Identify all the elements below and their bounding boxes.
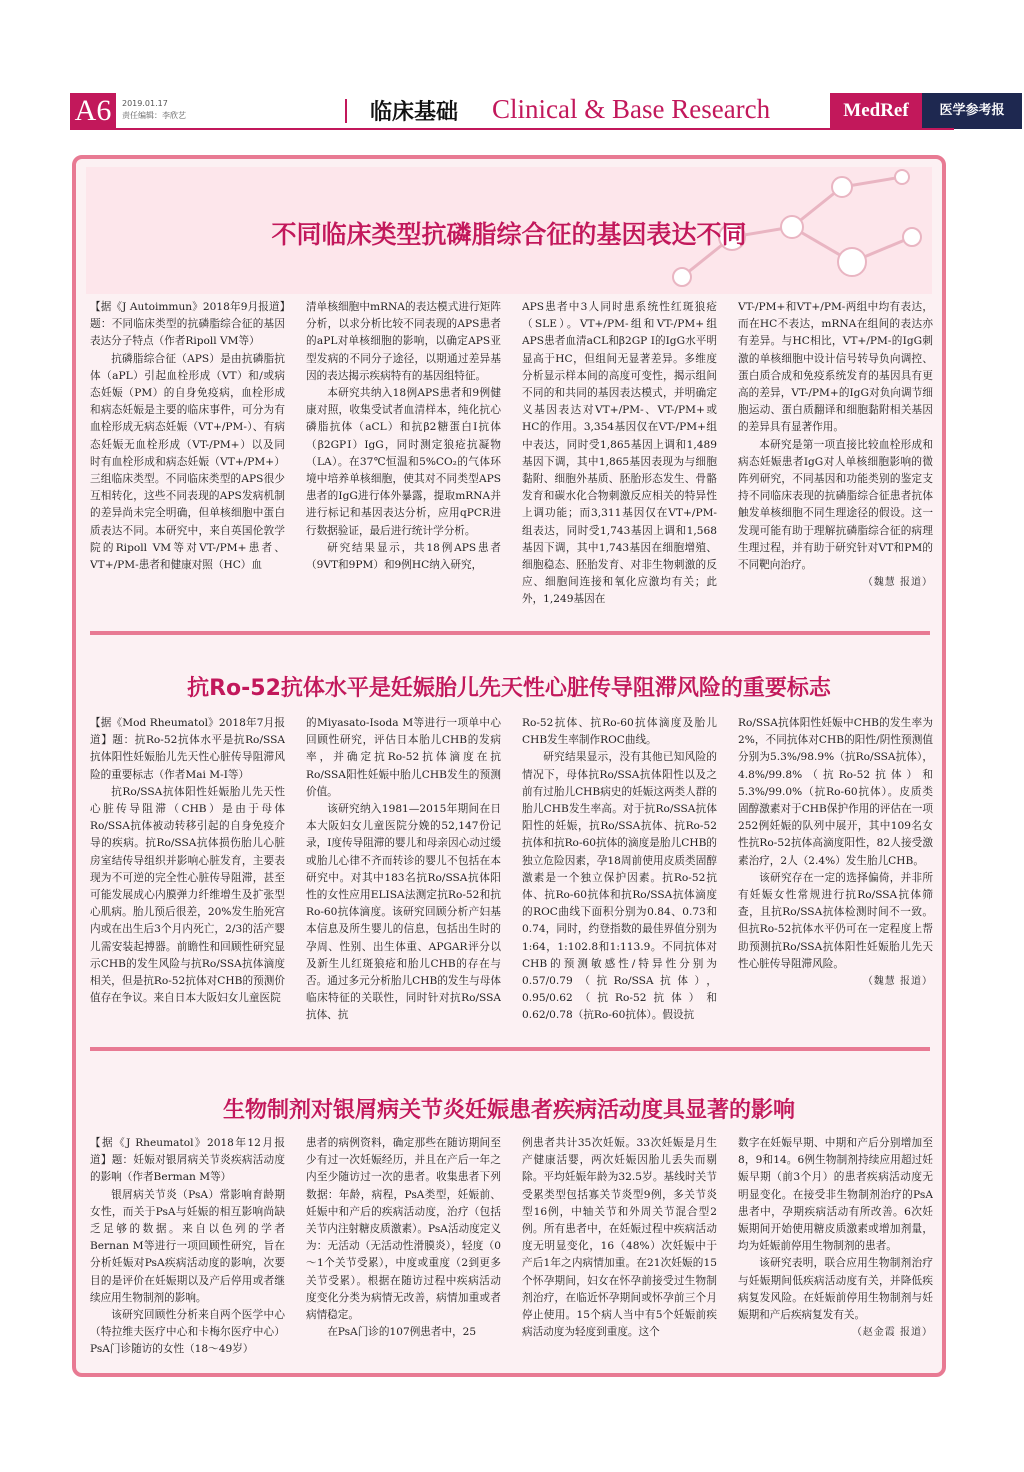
paragraph: 患者的病例资料，确定那些在随访期间至少有过一次妊娠经历，并且在产后一年之内至少随访过一次的患者。收集患者下列数据：年龄，病程，PsA类型，妊娠前、妊娠中和产后的疾病活动度，治疗（包括关节内注射糖皮质激素）。PsA活动度定义为：无活动（无活动性滑膜炎），轻度（0～1个关节受累），中度或重度（2到更多关节受累）。根据在随访过程中疾病活动度变化分类为病情无改善，病情加重或者病情稳定。 — [306, 1137, 501, 1322]
article-3-body — [90, 1135, 933, 1367]
header-rule — [70, 128, 954, 130]
paragraph: 数字在妊娠早期、中期和产后分别增加至8，9和14。6例生物制剂持续应用超过妊娠早期（前3个月）的患者疾病活动度无明显变化。在接受非生物制剂治疗的PsA患者中，孕期疾病活动有所改善。6次妊娠期间开始使用糖皮质激素或增加剂量，均为妊娠前停用生物制剂的患者。 — [738, 1137, 933, 1253]
paragraph: 抗Ro/SSA抗体阳性妊娠胎儿先天性心脏传导阻滞（CHB）是由于母体Ro/SSA抗体被动转移引起的自身免疫介导的疾病。抗Ro/SSA抗体损伤胎儿心脏房室结传导组织并影响心脏发育，主要表现为不可逆的完全性心脏传导阻滞，甚至可能发展成心内膜弹力纤维增生及扩张型心肌病。胎儿预后很差，20%发生胎死宫内或在出生后3个月内死亡，2/3的活产婴儿需安装起搏器。前瞻性和回顾性研究显示CHB的发生风险与抗Ro/SSA抗体滴度相关，但是抗Ro-52抗体对CHB的预测价值存在争议。来自日本大阪妇女儿童医院 — [90, 785, 285, 1005]
paragraph: 该研究回顾性分析来自两个医学中心（特拉维夫医疗中心和卡梅尔医疗中心）PsA门诊随访的女性（18～49岁） — [90, 1309, 285, 1356]
brand-logo-en: MedRef — [830, 93, 922, 129]
paragraph: 在PsA门诊的107例患者中，25 — [327, 1326, 477, 1339]
article-2-column-4 — [738, 715, 933, 1037]
issue-date: 2019.01.17 — [122, 99, 168, 108]
paragraph: APS患者中3人同时患系统性红斑狼疮（SLE）。VT+/PM-组和VT-/PM+组APS患者血清aCL和β2GP Ⅰ的IgG水平明显高于HC，但组间无显著差异。多维度分析显示样本间的高度可变性，揭示组间不同的和共同的基因表达模式，并明确定义基因表达对VT+/PM-、VT-/PM+或HC的作用。3,354基因仅在VT-/PM+组中表达，同时受1,865基因上调和1,489基因下调，其中1,865基因表现为与细胞黏附、细胞外基质、胚胎形态发生、骨骼发育和碳水化合物刺激反应相关的特异性上调功能；而3,311基因仅在VT+/PM-组表达，同时受1,743基因上调和1,568基因下调，其中1,743基因在细胞增殖、细胞稳态、胚胎发育、对非生物刺激的反应、细胞间连接和氧化应激均有关；此外，1,249基因在 — [522, 301, 717, 606]
paragraph: VT-/PM+和VT+/PM-两组中均有表达，而在HC不表达，mRNA在组间的表达亦有差异。与HC相比，VT+/PM-的IgG刺激的单核细胞中设计信号转导负向调控、蛋白质合成和免疫系统发育的基因具有更高的差异，VT-/PM+的IgG对负向调节细胞运动、蛋白质翻译和细胞黏附相关基因的差异具有显著作用。 — [738, 301, 933, 434]
paragraph: 的Miyasato-Isoda M等进行一项单中心回顾性研究，评估日本胎儿CHB的发病率，并确定抗Ro-52抗体滴度在抗Ro/SSA阳性妊娠中胎儿CHB发生的预测价值。 — [306, 717, 501, 798]
article-2-column-3 — [522, 715, 717, 1037]
title-band — [86, 167, 932, 294]
article-3-column-2 — [306, 1135, 501, 1367]
article-2-column-2 — [306, 715, 501, 1037]
paragraph: 银屑病关节炎（PsA）常影响育龄期女性，而关于PsA与妊娠的相互影响尚缺乏足够的数据。来自以色列的学者Bernan M等进行一项回顾性研究，旨在分析妊娠对PsA疾病活动度的影响，次要目的是评价在妊娠期以及产后停用或者继续应用生物制剂的影响。 — [90, 1188, 285, 1304]
paragraph: 本研究是第一项直接比较血栓形成和病态妊娠患者IgG对人单核细胞影响的微阵列研究，不同基因和功能类别的鉴定支持不同临床表现的抗磷脂综合征患者抗体触发单核细胞不同生理途径的假设。这一发现可能有助于理解抗磷脂综合征的病理生理过程，并有助于研究针对VT和PM的不同靶向治疗。 — [738, 438, 933, 572]
paragraph: 该研究存在一定的选择偏倚，并非所有妊娠女性常规进行抗Ro/SSA抗体筛查，且抗Ro/SSA抗体检测时间不一致。但抗Ro-52抗体水平仍可在一定程度上帮助预测抗Ro/SSA抗体阳性妊娠胎儿先天性心脏传导阻滞风险。 — [738, 871, 933, 970]
paragraph: 清单核细胞中mRNA的表达模式进行矩阵分析，以求分析比较不同表现的APS患者的aPL对单核细胞的影响，以确定APS亚型发病的不同分子途径，以期通过差异基因的表达揭示疾病特有的基因组特征。 — [306, 301, 501, 382]
article-3-source: 【据《J Rheumatol》2018年12月报道】题：妊娠对银屑病关节炎疾病活动度的影响（作者Berman M等） — [90, 1137, 285, 1184]
paragraph: 研究结果显示，共18例APS患者（9VT和9PM）和9例HC纳入研究， — [306, 541, 501, 572]
article-3-title: 生物制剂对银屑病关节炎妊娠患者疾病活动度具显著的影响 — [222, 1098, 795, 1123]
article-2-source: 【据《Mod Rheumatol》2018年7月报道】题：抗Ro-52抗体水平是抗Ro/SSA抗体阳性妊娠胎儿先天性心脏传导阻滞风险的重要标志（作者Mai M-I等） — [90, 717, 285, 781]
paragraph: 本研究共纳入18例APS患者和9例健康对照，收集受试者血清样本，纯化抗心磷脂抗体（aCL）和抗β2糖蛋白Ⅰ抗体（β2GPⅠ）IgG，同时测定狼疮抗凝物（LA）。在37℃恒温和5%CO₂的气体环境中培养单核细胞，使其对不同类型APS患者的IgG进行体外暴露，提取mRNA并进行标记和基因表达分析，应用qPCR进行数据验证，最后进行统计学分析。 — [306, 387, 501, 537]
article-divider — [90, 631, 930, 635]
article-1-column-3 — [522, 299, 717, 632]
paragraph: 该研究纳入1981—2015年期间在日本大阪妇女儿童医院分娩的52,147份记录，Ⅰ度传导阻滞的婴儿和母亲因心动过缓或胎儿心律不齐而转诊的婴儿不包括在本研究中。对其中183名抗Ro/SSA抗体阳性的女性应用ELISA法测定抗Ro-52和抗Ro-60抗体滴度。该研究回顾分析产妇基本信息及所生婴儿的信息，包括出生时的孕周、性别、出生体重、APGAR评分以及新生儿红斑狼疮和胎儿CHB的存在与否。通过多元分析胎儿CHB的发生与母体临床特征的关联性，同时针对抗Ro/SSA抗体、抗 — [306, 803, 501, 1022]
article-1-column-2 — [306, 299, 501, 632]
header-meta — [122, 98, 186, 122]
article-1-column-4 — [738, 299, 933, 632]
editor-credit: 责任编辑：李欣艺 — [122, 111, 186, 120]
article-2-byline: （魏慧 报道） — [862, 976, 933, 988]
article-3-column-3 — [522, 1135, 717, 1367]
article-2-column-1 — [90, 715, 285, 1037]
section-title-cn: 临床基础 — [370, 100, 459, 125]
section-title-en: Clinical & Base Research — [492, 94, 771, 124]
paragraph: 例患者共计35次妊娠。33次妊娠是月生产健康活婴，两次妊娠因胎儿丢失而剔除。平均妊娠年龄为32.5岁。基线时关节受累类型包括寡关节炎型9例，多关节炎型16例，中轴关节和外周关节混合型2例。所有患者中，在妊娠过程中疾病活动度无明显变化，16（48%）次妊娠中于产后1年之内病情加重。在21次妊娠的15个怀孕期间，妇女在怀孕前接受过生物制剂治疗，在临近怀孕期间或怀孕前三个月停止使用。15个病人当中有5个妊娠前疾病活动度为轻度到重度。这个 — [522, 1137, 717, 1339]
article-1-column-1 — [90, 299, 285, 632]
header-separator — [345, 99, 347, 123]
page-number: A6 — [70, 93, 116, 129]
article-1-body — [90, 299, 933, 632]
article-1-title: 不同临床类型抗磷脂综合征的基因表达不同 — [271, 220, 747, 249]
article-1-byline: （魏慧 报道） — [862, 577, 933, 589]
article-divider — [90, 1047, 930, 1051]
article-3-column-4 — [738, 1135, 933, 1367]
article-2-title: 抗Ro-52抗体水平是妊娠胎儿先天性心脏传导阻滞风险的重要标志 — [187, 676, 831, 701]
article-3-byline: （赵金霞 报道） — [851, 1327, 933, 1339]
article-1-source: 【据《J Autoimmun》2018年9月报道】题：不同临床类型的抗磷脂综合征的基因表达分子特点（作者Ripoll VM等） — [90, 301, 285, 348]
paragraph: Ro-52抗体、抗Ro-60抗体滴度及胎儿CHB发生率制作ROC曲线。 — [522, 717, 717, 747]
article-3-column-1 — [90, 1135, 285, 1367]
page-header — [70, 93, 1005, 129]
paragraph: Ro/SSA抗体阳性妊娠中CHB的发生率为2%，不同抗体对CHB的阳性/阴性预测值分别为5.3%/98.9%（抗Ro/SSA抗体），4.8%/99.8%（抗Ro-52抗体）和5.3%/99.0%（抗Ro-60抗体）。皮质类固醇激素对于CHB保护作用的评估在一项252例妊娠的队列中展开，其中109名女性抗Ro-52抗体高滴度阳性，82人接受激素治疗，2人（2.4%）发生胎儿CHB。 — [738, 717, 933, 867]
paragraph: 该研究表明，联合应用生物制剂治疗与妊娠期间低疾病活动度有关，并降低疾病复发风险。在妊娠前停用生物制剂与妊娠期和产后疾病复发有关。 — [738, 1257, 933, 1322]
brand-logo-cn: 医学参考报 — [922, 93, 1022, 129]
paragraph: 研究结果显示，没有其他已知风险的情况下，母体抗Ro/SSA抗体阳性以及之前有过胎儿CHB病史的妊娠这两类人群的胎儿CHB发生率高。对于抗Ro/SSA抗体阳性的妊娠，抗Ro/SSA抗体、抗Ro-52抗体和抗Ro-60抗体的滴度是胎儿CHB的独立危险因素，孕18周前使用皮质类固醇激素是一个独立保护因素。抗Ro-52抗体、抗Ro-60抗体和抗Ro/SSA抗体滴度的ROC曲线下面积分别为0.84、0.73和0.74，同时，约登指数的最佳界值分别为1:64，1:102.8和1:113.9。不同抗体对CHB的预测敏感性/特异性分别为0.57/0.79（抗Ro/SSA抗体），0.95/0.62（抗Ro-52抗体）和0.62/0.78（抗Ro-60抗体）。假设抗 — [522, 751, 717, 1022]
paragraph: 抗磷脂综合征（APS）是由抗磷脂抗体（aPL）引起血栓形成（VT）和/或病态妊娠（PM）的自身免疫病，血栓形成和病态妊娠是主要的临床事件，可分为有血栓形成无病态妊娠（VT+/PM-）、有病态妊娠无血栓形成（VT-/PM+）以及同时有血栓形成和病态妊娠（VT+/PM+）三组临床类型。不同临床类型的APS很少互相转化，这些不同表现的APS发病机制的差异尚未完全明确，但单核细胞中蛋白质表达不同。本研究中，来自英国伦敦学院的Ripoll VM等对VT-/PM+患者、VT+/PM-患者和健康对照（HC）血 — [90, 352, 285, 572]
article-2-body — [90, 715, 933, 1037]
content-frame — [72, 155, 946, 1377]
